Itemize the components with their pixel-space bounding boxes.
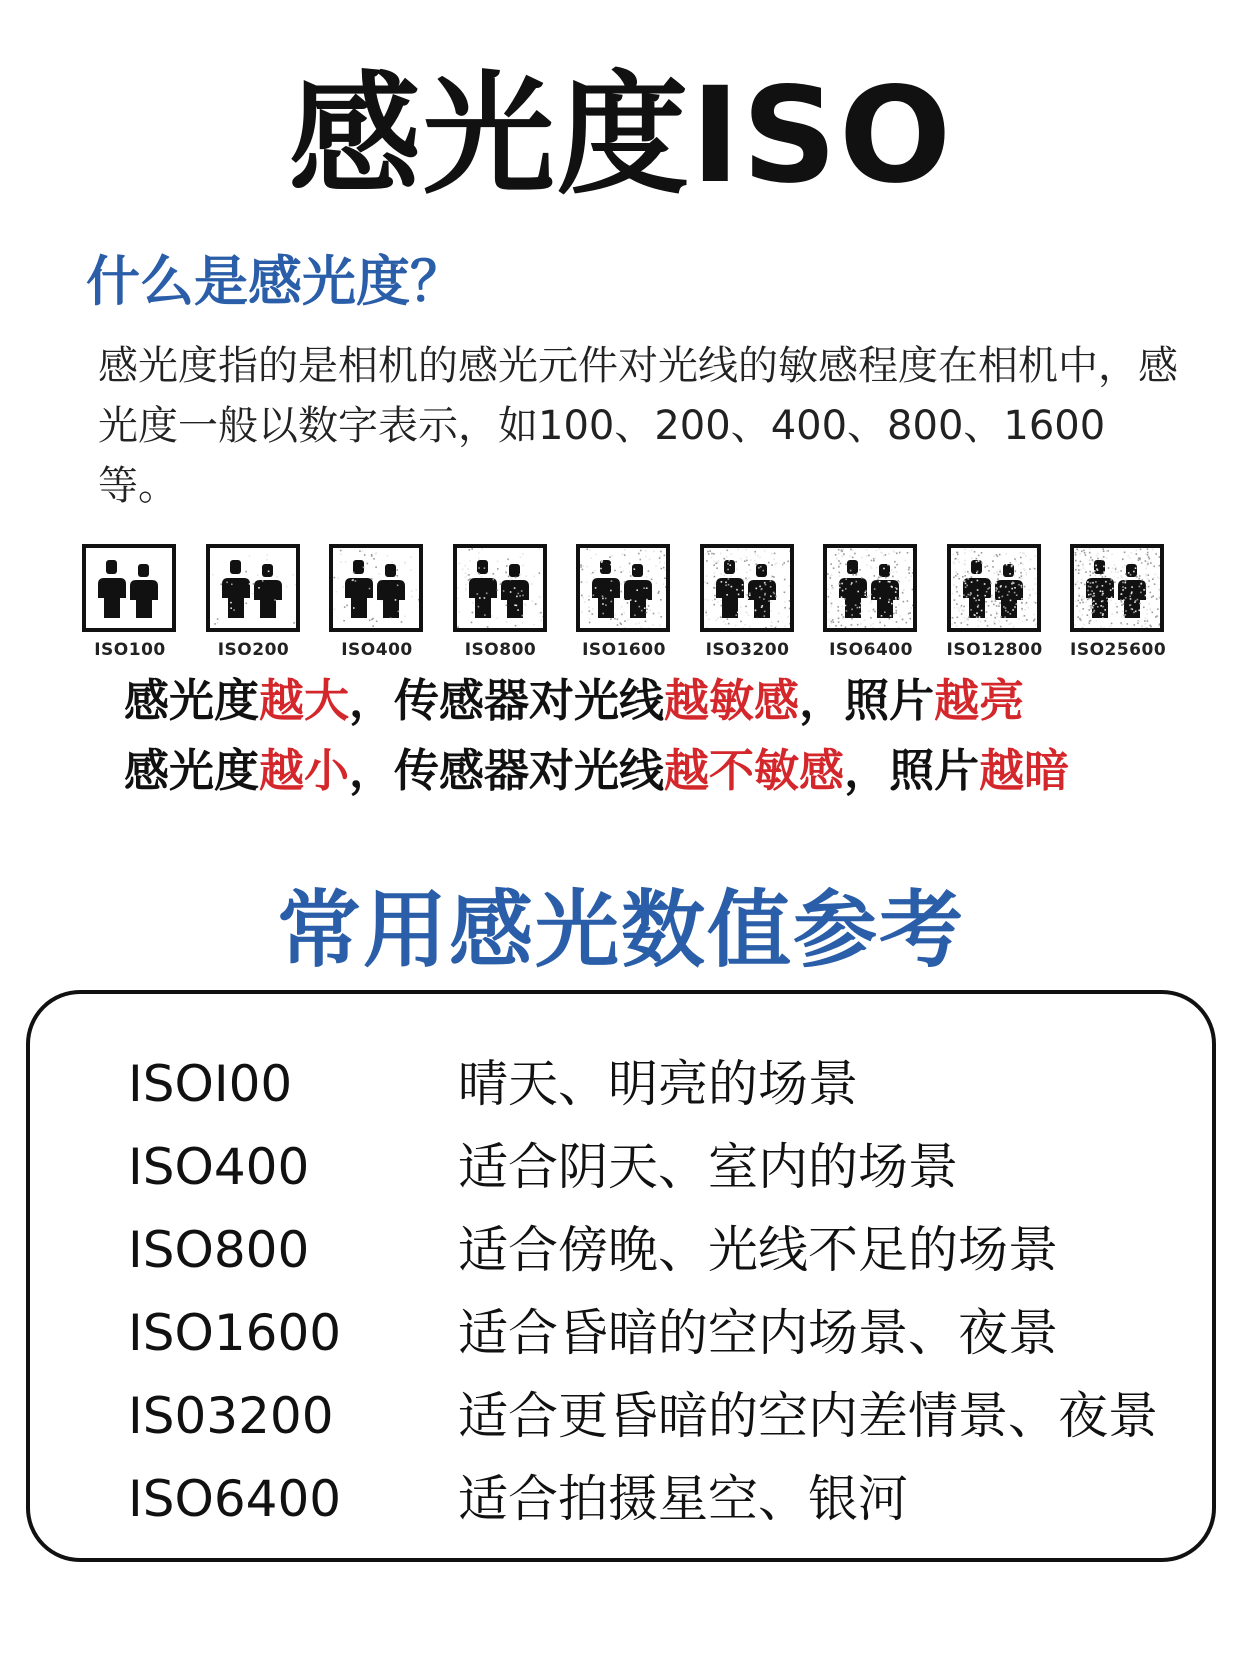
effect-highlight: 越不敏感 (664, 744, 845, 797)
iso-sample-label: ISO12800 (946, 640, 1043, 660)
iso-sample-label: ISO100 (94, 640, 166, 660)
reference-description: 晴天、明亮的场景 (458, 1055, 858, 1113)
reference-row (128, 1127, 1208, 1207)
effect-highlight: 越亮 (934, 674, 1025, 727)
iso-sample (329, 544, 425, 660)
reference-iso-value: ISO800 (128, 1221, 310, 1279)
reference-description: 适合昏暗的空内场景、夜景 (458, 1304, 1058, 1362)
two-people-icon (206, 544, 300, 632)
reference-heading: 常用感光数值参考 (276, 881, 965, 979)
two-people-icon (576, 544, 670, 632)
iso-sample-label: ISO1600 (582, 640, 666, 660)
two-people-icon (453, 544, 547, 632)
effect-line-high (124, 674, 1025, 727)
effect-highlight: 越敏感 (664, 674, 800, 727)
two-people-icon (82, 544, 176, 632)
iso-sample-label: ISO25600 (1070, 640, 1167, 660)
reference-description: 适合阴天、室内的场景 (458, 1138, 958, 1196)
effect-text: ，传感器对光线 (349, 674, 665, 727)
reference-iso-value: ISOI00 (128, 1055, 293, 1113)
reference-row (128, 1376, 1208, 1456)
reference-iso-value: IS03200 (128, 1387, 334, 1445)
iso-sample-label: ISO3200 (705, 640, 790, 660)
reference-description: 适合更昏暗的空内差情景、夜景 (458, 1387, 1158, 1445)
effect-highlight: 越暗 (979, 744, 1070, 797)
two-people-icon (947, 544, 1041, 632)
intro-paragraph: 感光度指的是相机的感光元件对光线的敏感程度在相机中，感光度一般以数字表示，如100、200、400、800、1600等。 (98, 343, 1178, 509)
effect-highlight: 越大 (259, 674, 350, 727)
effect-highlight: 越小 (259, 744, 350, 797)
iso-sample-label: ISO800 (464, 640, 537, 660)
reference-iso-value: ISO400 (128, 1138, 310, 1196)
two-people-icon (1070, 544, 1164, 632)
effect-line-low (124, 744, 1070, 797)
two-people-icon (700, 544, 794, 632)
iso-sample (82, 544, 178, 660)
effect-text: 感光度 (124, 674, 260, 727)
reference-row (128, 1459, 1208, 1539)
iso-sample (453, 544, 549, 660)
reference-row (128, 1293, 1208, 1373)
two-people-icon (329, 544, 423, 632)
reference-row (128, 1210, 1208, 1290)
iso-sample (823, 544, 919, 660)
iso-sample (947, 544, 1043, 660)
iso-sample-label: ISO400 (341, 640, 413, 660)
two-people-icon (823, 544, 917, 632)
reference-description: 适合拍摄星空、银河 (458, 1470, 908, 1528)
reference-row (128, 1044, 1208, 1124)
reference-panel (26, 990, 1216, 1562)
effect-text: ，照片 (799, 674, 935, 727)
iso-sample (700, 544, 796, 660)
iso-sample (576, 544, 672, 660)
effect-text: ，照片 (844, 744, 980, 797)
reference-iso-value: ISO1600 (128, 1304, 342, 1362)
iso-sample-label: ISO6400 (829, 640, 913, 660)
reference-iso-value: ISO6400 (128, 1470, 342, 1528)
page-title: 感光度ISO (288, 59, 954, 213)
iso-sample-label: ISO200 (217, 640, 290, 660)
what-is-heading: 什么是感光度？ (86, 250, 464, 313)
effect-text: 感光度 (124, 744, 260, 797)
iso-noise-comparison-strip (82, 544, 1172, 664)
iso-sample (1070, 544, 1166, 660)
iso-sample (206, 544, 302, 660)
reference-description: 适合傍晚、光线不足的场景 (458, 1221, 1058, 1279)
effect-text: ，传感器对光线 (349, 744, 665, 797)
